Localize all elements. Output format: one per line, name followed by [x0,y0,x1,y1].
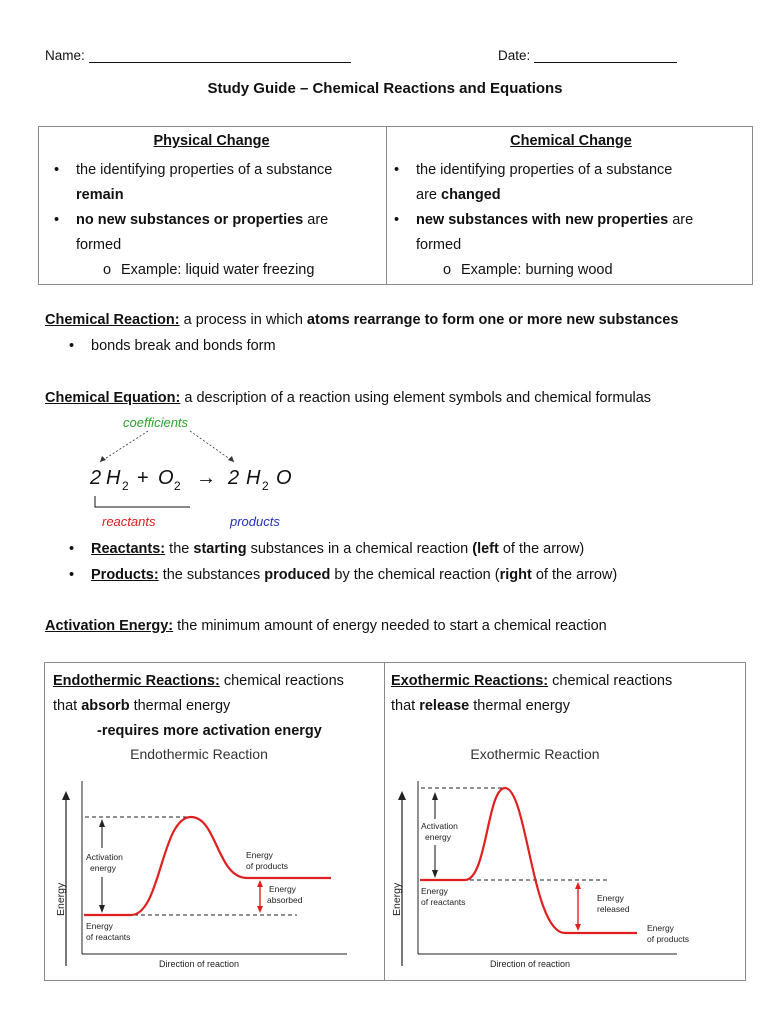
svg-text:+: + [137,467,149,489]
products-bullet: • Products: the substances produced by the chemical reaction (right of the arrow) [91,567,617,583]
exo-x-axis-label: Direction of reaction [489,959,571,969]
svg-text:H: H [106,467,121,489]
svg-text:2: 2 [174,479,181,493]
chemical-reaction-definition: Chemical Reaction: a process in which atoms rearrange to form one or more new substances [45,312,679,328]
chemical-equation-term: Chemical Equation: [45,390,181,406]
date-label: Date: [498,48,531,63]
endo-reactants-label-1: Energy [86,921,113,931]
date-field-row [498,48,677,63]
svg-text:→: → [196,467,216,489]
reaction-bullet: • bonds break and bonds form [91,338,276,354]
exo-released-label-1: Energy [597,893,624,903]
exo-reactants-label-1: Energy [421,886,448,896]
exothermic-term: Exothermic Reactions: [391,673,549,689]
reactants-label: reactants [102,514,156,529]
endothermic-cell [45,663,385,981]
physical-change-heading: Physical Change [153,133,270,149]
physical-bullet-2: • no new substances or properties are formed [76,208,376,258]
svg-text:2: 2 [90,467,102,489]
activation-energy-term: Activation Energy: [45,618,174,634]
endo-reactants-label-2: of reactants [86,932,131,942]
physical-chemical-table [38,126,753,285]
activation-energy-definition: Activation Energy: the minimum amount of energy needed to start a chemical reaction [45,618,607,634]
chemical-reaction-term: Chemical Reaction: [45,312,180,328]
endo-exo-table [44,662,746,981]
exo-reactants-label-2: of reactants [421,897,466,907]
products-label: products [230,514,280,529]
exo-products-label-1: Energy [647,923,674,933]
name-label: Name: [45,48,85,63]
endo-y-axis-label: Energy [55,882,67,916]
endothermic-term: Endothermic Reactions: [53,673,220,689]
svg-text:H: H [246,467,261,489]
coefficient-arrow-right [190,431,234,462]
name-field-row [45,48,351,63]
reactants-bullet: • Reactants: the starting substances in a chemical reaction (left of the arrow) [91,541,584,557]
endo-x-axis-label: Direction of reaction [158,959,240,969]
endo-absorbed-label-1: Energy [269,884,296,894]
page-title: Study Guide – Chemical Reactions and Equations [207,80,563,97]
exothermic-cell [385,663,746,981]
svg-text:2: 2 [262,479,269,493]
svg-text:O: O [276,467,292,489]
chemical-change-list [416,158,746,283]
physical-bullet-1: • the identifying properties of a substance remain [76,158,376,208]
exo-released-label-2: released [597,904,630,914]
chemical-example: o Example: burning wood [461,258,746,283]
exo-activation-label-1: Activation [421,821,458,831]
date-input-line[interactable] [534,48,677,63]
exo-y-axis-label: Energy [391,882,403,916]
endo-activation-label-1: Activation [86,852,123,862]
endo-products-label-2: of products [246,861,289,871]
name-input-line[interactable] [89,48,351,63]
coefficients-label: coefficients [123,415,189,430]
equation-formula [89,467,292,493]
chemical-bullet-2: • new substances with new properties are formed [416,208,746,258]
exothermic-chart-title: Exothermic Reaction [470,746,600,762]
endothermic-chart-title: Endothermic Reaction [130,746,268,762]
coefficient-arrow-left [100,431,148,462]
exothermic-chart [387,741,747,975]
physical-example: o Example: liquid water freezing [121,258,376,283]
reactants-bracket [95,496,190,507]
endothermic-note: -requires more activation energy [97,723,322,739]
endothermic-text: Endothermic Reactions: chemical reactions that absorb thermal energy -requires more activation energy [53,673,344,739]
coefficient-arrowhead-right [228,456,234,462]
endothermic-chart [49,741,381,975]
svg-text:O: O [158,467,174,489]
chemical-equation-definition: Chemical Equation: a description of a reaction using element symbols and chemical formulas [45,390,652,406]
endo-activation-label-2: energy [90,863,116,873]
coefficient-arrowhead-left [100,456,106,462]
chemical-change-heading: Chemical Change [510,133,632,149]
exo-products-label-2: of products [647,934,690,944]
svg-text:2: 2 [122,479,129,493]
chemical-change-cell [387,127,753,285]
physical-change-cell [39,127,387,285]
chemical-bullet-1: • the identifying properties of a substance are changed [416,158,746,208]
physical-change-list [76,158,376,283]
exo-activation-label-2: energy [425,832,451,842]
exothermic-text: Exothermic Reactions: chemical reactions that release thermal energy [391,673,673,714]
svg-text:2: 2 [228,467,240,489]
endo-absorbed-label-2: absorbed [267,895,303,905]
equation-diagram [78,410,318,535]
endo-products-label-1: Energy [246,850,273,860]
